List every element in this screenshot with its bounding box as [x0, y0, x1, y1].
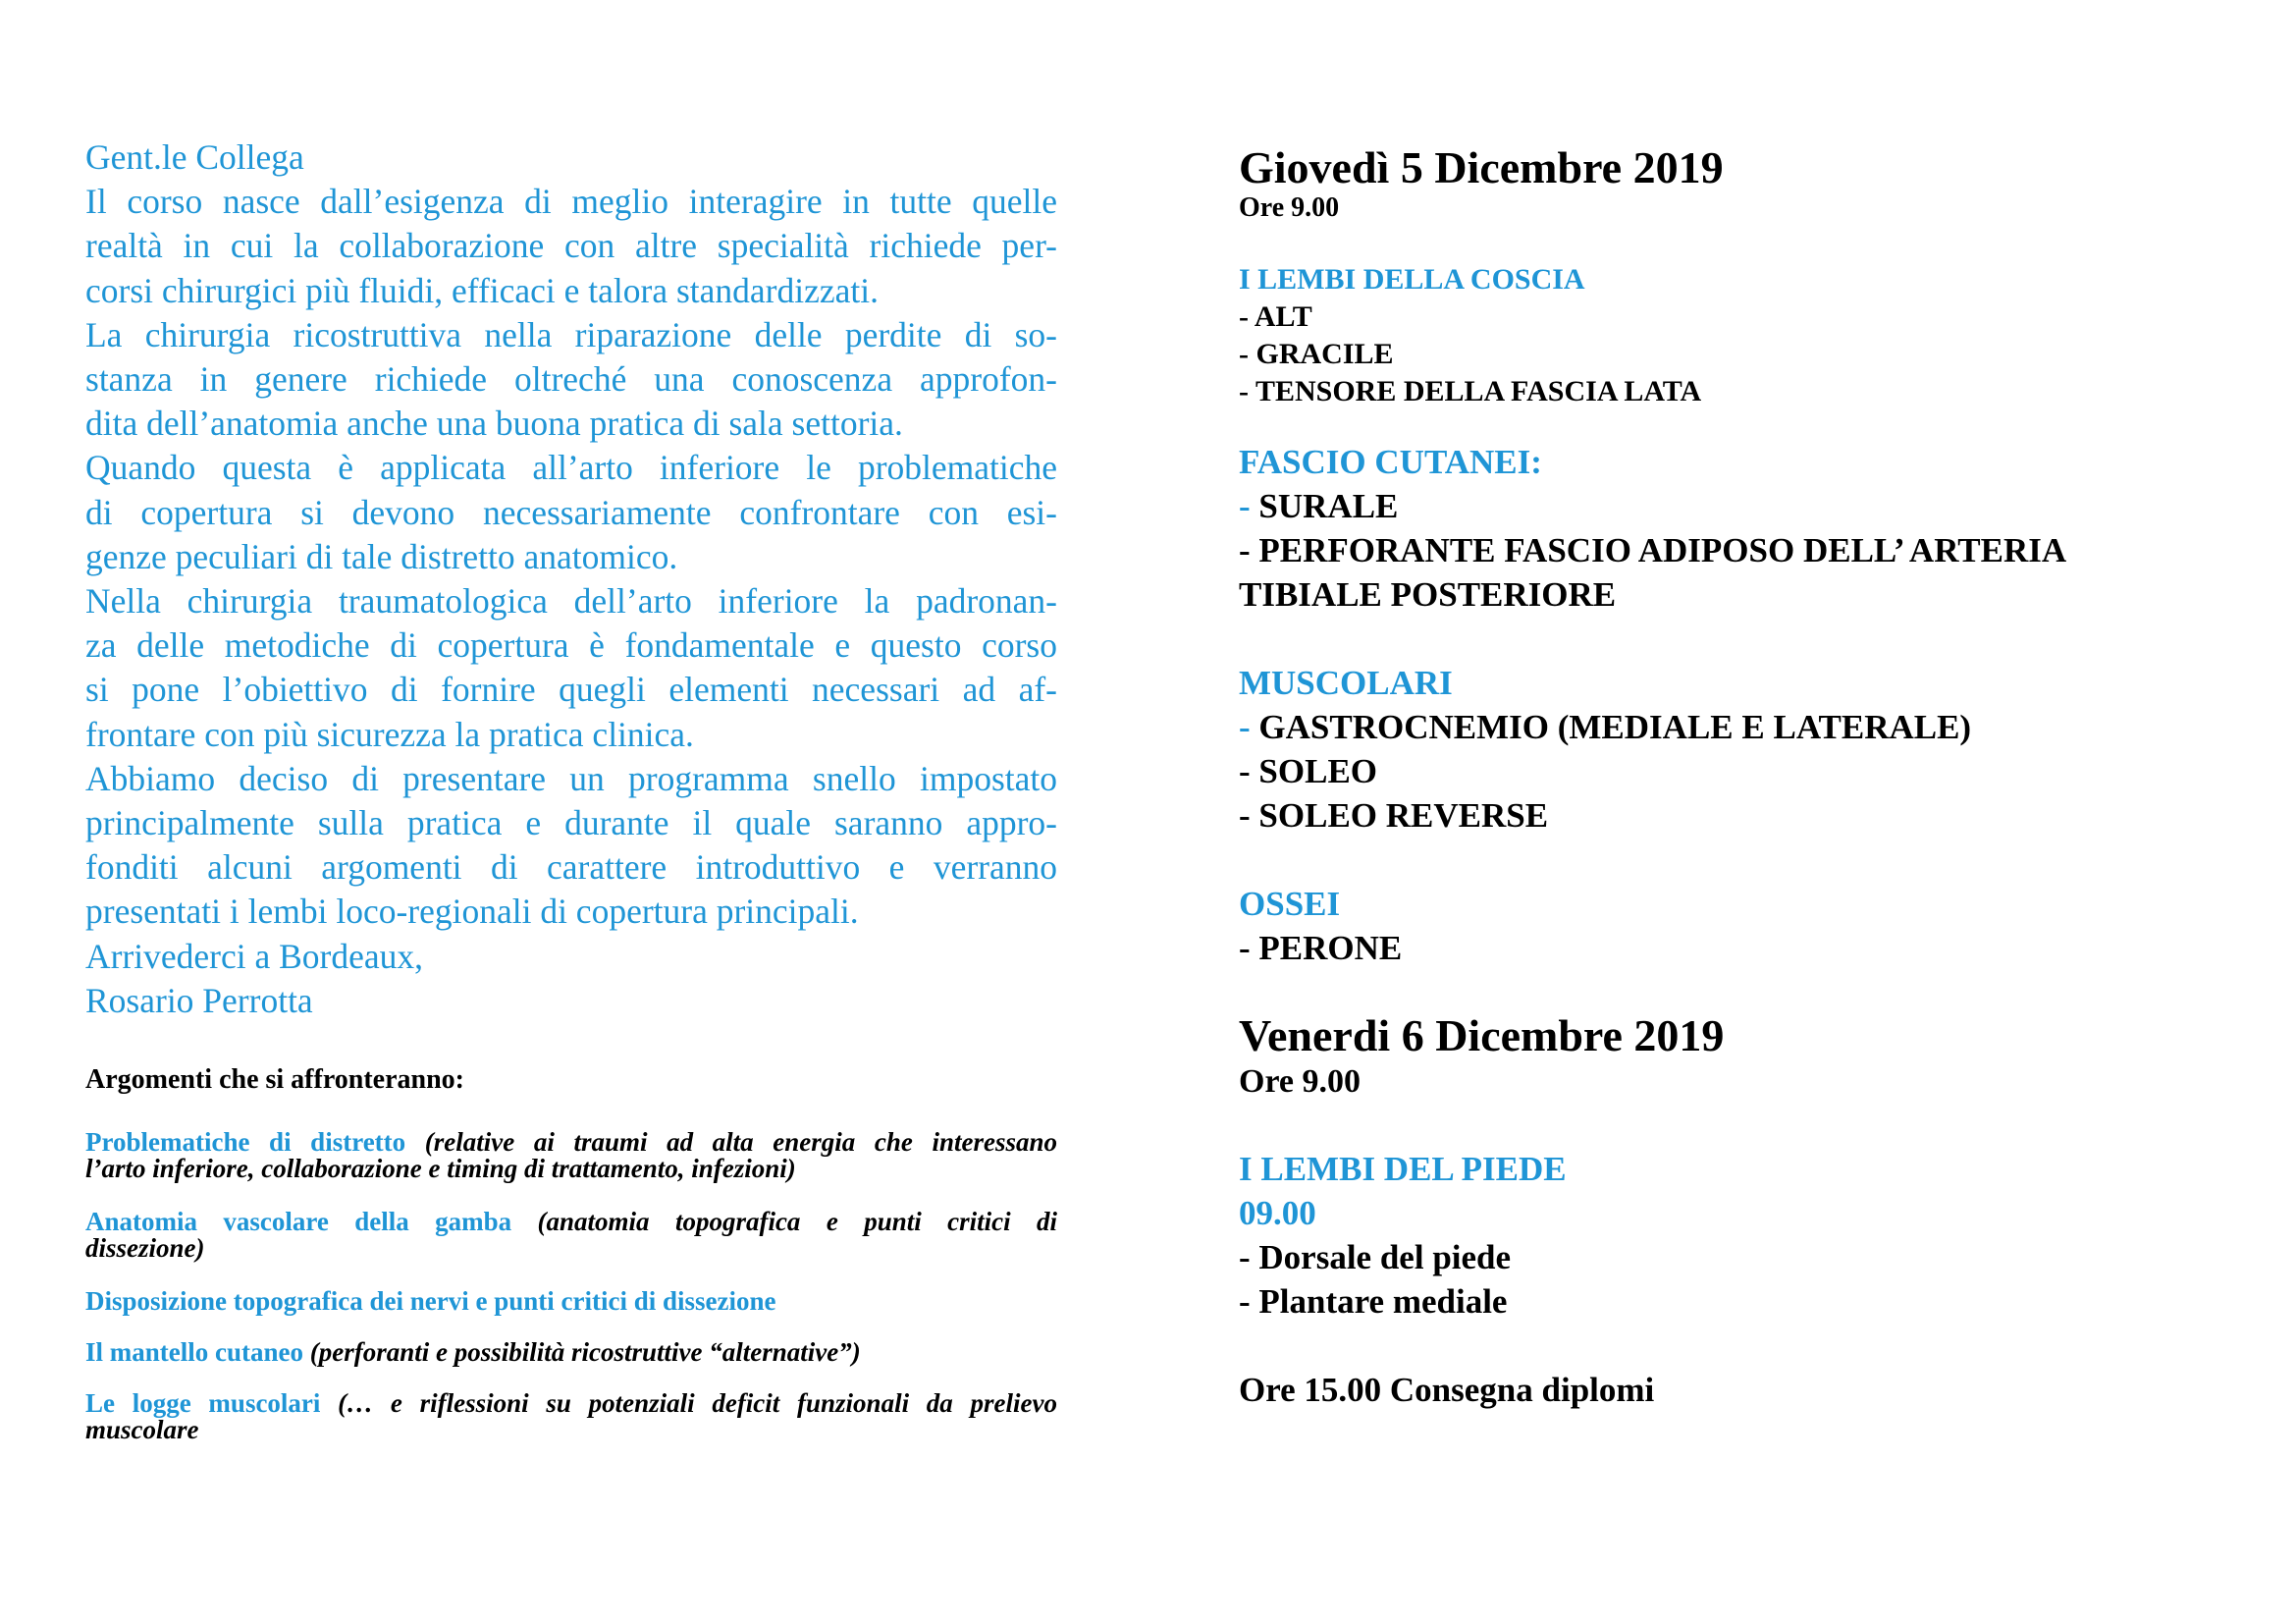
topic-title: Le logge muscolari — [85, 1388, 321, 1419]
muscolari-heading: MUSCOLARI — [1239, 664, 1453, 702]
topic-desc: (relative ai traumi ad alta energia che interessano — [424, 1127, 1057, 1158]
topic-item — [85, 1209, 1057, 1262]
foot-flaps-heading: I LEMBI DEL PIEDE — [1239, 1150, 1567, 1188]
program-column — [1239, 143, 2220, 1412]
topics-heading: Argomenti che si affronteranno: — [85, 1064, 464, 1096]
topic-title: Il mantello cutaneo — [85, 1337, 303, 1368]
topic-line — [85, 1390, 1057, 1417]
item-label: GASTROCNEMIO (MEDIALE E LATERALE) — [1250, 708, 1972, 746]
fascio-item: - PERFORANTE FASCIO ADIPOSO DELL’ ARTERIA — [1239, 531, 2067, 569]
letter-line: si pone l’obiettivo di fornire quegli elementi necessari ad af- — [85, 670, 1057, 710]
letter-line: presentati i lembi loco-regionali di copertura principali. — [85, 892, 859, 932]
letter-line: za delle metodiche di copertura è fondamentale e questo corso — [85, 625, 1057, 666]
letter-line: frontare con più sicurezza la pratica clinica. — [85, 714, 694, 754]
letter-line: principalmente sulla pratica e durante il quale saranno appro- — [85, 803, 1057, 843]
fascio-cutanei-heading: FASCIO CUTANEI: — [1239, 443, 1542, 481]
thigh-flap-item: - TENSORE DELLA FASCIA LATA — [1239, 375, 1702, 407]
letter-line: stanza in genere richiede oltreché una conoscenza approfon- — [85, 359, 1057, 400]
letter-line: Nella chirurgia traumatologica dell’arto inferiore la padronan- — [85, 581, 1057, 622]
foot-flap-item: - Dorsale del piede — [1239, 1238, 1512, 1276]
letter-line: di copertura si devono necessariamente confrontare con esi- — [85, 492, 1057, 532]
letter-closing: Arrivederci a Bordeaux, — [85, 936, 423, 976]
thigh-flap-item: - GRACILE — [1239, 338, 1394, 370]
ossei-item: - PERONE — [1239, 929, 1403, 967]
topic-line — [85, 1129, 1057, 1156]
topic-desc: (perforanti e possibilità ricostruttive “alternative”) — [309, 1337, 861, 1368]
day1-time: Ore 9.00 — [1239, 192, 1340, 223]
ossei-heading: OSSEI — [1239, 885, 1341, 923]
topic-desc: (anatomia topografica e punti critici di — [537, 1207, 1057, 1237]
letter-greeting: Gent.le Collega — [85, 137, 304, 177]
muscolari-item — [1239, 705, 2220, 749]
topic-item — [85, 1288, 1057, 1315]
letter-signature: Rosario Perrotta — [85, 980, 313, 1020]
diploma-ceremony: Ore 15.00 Consegna diplomi — [1239, 1371, 1655, 1409]
intro-letter — [85, 135, 1057, 1023]
letter-line: realtà in cui la collaborazione con altre specialità richiede per- — [85, 226, 1057, 266]
muscolari-item: - SOLEO REVERSE — [1239, 796, 1549, 835]
foot-flap-item: - Plantare mediale — [1239, 1282, 1508, 1321]
left-column — [85, 135, 1057, 1443]
topic-title: Problematiche di distretto — [85, 1127, 406, 1158]
letter-line: La chirurgia ricostruttiva nella riparazione delle perdite di so- — [85, 314, 1057, 354]
day2-time: Ore 9.00 — [1239, 1063, 1362, 1100]
fascio-item — [1239, 484, 2220, 528]
thigh-flap-item: - ALT — [1239, 300, 1312, 333]
day2-title: Venerdi 6 Dicembre 2019 — [1239, 1010, 1725, 1060]
item-label: SURALE — [1250, 487, 1399, 525]
thigh-flaps-heading: I LEMBI DELLA COSCIA — [1239, 263, 1585, 296]
topic-item — [85, 1339, 1057, 1366]
topic-desc: l’arto inferiore, collaborazione e timing di trattamento, infezioni) — [85, 1154, 796, 1184]
topic-desc: (… e riflessioni su potenziali deficit funzionali da prelievo — [338, 1388, 1057, 1419]
topic-desc: muscolare — [85, 1415, 199, 1445]
letter-line: Il corso nasce dall’esigenza di meglio interagire in tutte quelle — [85, 182, 1057, 222]
foot-flaps-time: 09.00 — [1239, 1194, 1316, 1232]
topic-title: Anatomia vascolare della gamba — [85, 1207, 512, 1237]
topic-title: Disposizione topografica dei nervi e punti critici di dissezione — [85, 1286, 776, 1317]
letter-line: Quando questa è applicata all’arto inferiore le problematiche — [85, 448, 1057, 488]
letter-line: Abbiamo deciso di presentare un programma snello impostato — [85, 758, 1057, 798]
topic-line — [85, 1339, 1057, 1366]
item-dash: - — [1239, 708, 1251, 746]
topic-line — [85, 1209, 1057, 1235]
letter-line: dita dell’anatomia anche una buona pratica di sala settoria. — [85, 404, 903, 444]
muscolari-item: - SOLEO — [1239, 752, 1378, 790]
letter-line: genze peculiari di tale distretto anatomico. — [85, 536, 678, 576]
item-dash: - — [1239, 487, 1251, 525]
letter-line: fonditi alcuni argomenti di carattere introduttivo e verranno — [85, 847, 1057, 888]
day1-title: Giovedì 5 Dicembre 2019 — [1239, 142, 1724, 192]
letter-line: corsi chirurgici più fluidi, efficaci e talora standardizzati. — [85, 270, 879, 310]
topic-item — [85, 1129, 1057, 1182]
fascio-item: TIBIALE POSTERIORE — [1239, 575, 1617, 614]
topic-desc: dissezione) — [85, 1233, 205, 1264]
topic-item — [85, 1390, 1057, 1443]
